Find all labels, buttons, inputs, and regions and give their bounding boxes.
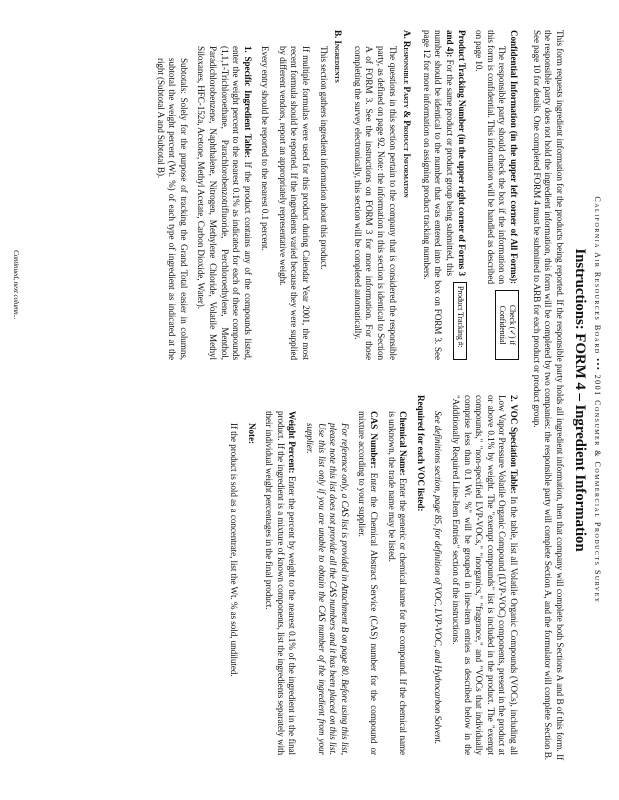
chemical-name-block [385,395,408,755]
chemical-name-heading: Chemical Name: [398,411,409,476]
item-1-heading: 1. Specific Ingredient Table: [242,46,253,158]
chemical-name-text: Enter the generic or chemical name for the compound. If the chemical name is unknown, the trade name may be listed. [386,411,409,756]
confidential-heading: Confidential Information (in the upper left corner of All Forms): [509,30,519,284]
confidential-text: The responsible party should check the box if the information on this form is confidential. This information will be handled as described on page 10. [474,30,508,284]
cas-number-text: Enter the Chemical Abstract Service (CAS) number for the compound or mixture according to your supplier. [357,411,380,755]
page-title: Instructions: FORM 4 – Ingredient Information [572,248,588,552]
right-column [222,395,519,755]
item-1-block [195,30,253,360]
subtotals-text: Subtotals: Solely for the purpose of tracking the Grand Total easier in columns, subtotal the weight percent (Wt. %) of each type of ingredient as indicated at the right (Subtotal A and Subtotal B). [155,58,189,360]
confidential-checkbox[interactable]: Check (✓) if Confidential [495,290,519,360]
item-2-definitions: See definitions section, page 85, for definition of VOC, LVP-VOC, and Hydrocarbon Solvent. [433,411,444,744]
item-1-text: If the product contains any of the compounds listed, enter the weight percent to the nearest 0.1% as indicated for each of these compounds (1,1,1-Trichloroethane, Parachlorobenzotrifluoride, Perchloroethylene, Menthol, Paradichlorobenzene, Naphthalene, Nitrogen, Methylene Chloride, Volatile Methyl Siloxanes, HFC-152a, Acetone, Methyl Acetate, Carbon Dioxide, Water). [196,46,253,360]
confidential-block [473,30,519,360]
weight-percent-text: Enter the percent by weight to the nearest 0.1% of the ingredient in the final product. If the ingredient is a mixture of known components, list the ingredients separately with their individual weight percentages in the final product. [264,411,298,756]
tracking-block [420,30,466,360]
cas-number-block [356,395,379,755]
required-heading: Required for each VOC listed: [415,395,426,512]
tracking-text: For the same product or product group being submitted, this number should be identical to the number that was entered into the box on FORM 3. See page 12 for more information on assigning product tracking numbers. [421,30,456,360]
cas-reference-text: For reference only, a CAS list is provided in Attachment B on page 80. Before using this list, please note this list does not provide all the CAS numbers and it has been placed on this list. Use this list only if you are unable to obtain the CAS number of the ingredient from your supplier. [305,423,350,755]
continued-note: Continued, next column... [12,250,20,320]
item-2-heading: 2. VOC Speciation Table: [509,395,519,494]
section-a-text: The questions in this section pertain to the company that is considered the responsible party, as defined on page 92. Note: the information in this section is identical to Section A of FORM 3. See the instructions on FORM 3 for more information. For those completing the survey electronically, this section will be completed automatically. [352,46,398,360]
tracking-number-box[interactable]: Product Tracking #: [453,282,467,360]
cas-number-heading: CAS Number: [369,411,380,469]
left-column [148,30,519,360]
page-header: California Air Resources Board ••• 2001 Consumer & Commercial Products Survey [593,196,602,604]
section-b-text-3: Every entry should be reported to the nearest 0.1 percent. [260,46,271,251]
section-b-text: This section gathers ingredient information about this product. [318,46,329,270]
section-b-title: B. Ingredients [333,30,344,83]
section-a-title: A. Responsible Party & Product Information [402,30,413,198]
weight-percent-heading: Weight Percent: [287,411,298,474]
section-b-text-2: If multiple formulas were used for this product during Calendar Year 2001, the most recent formula should be reported. If the ingredients varied because they were supplied by different vendors, report an appropriately representative weight. [277,46,312,360]
note-text: If the product is sold as a concentrate, list the Wt. % as sold, undiluted. [229,423,240,677]
intro-paragraph: This form requests ingredient information for the products being reported. If the responsible party holds all ingredient information, then that company will complete both Sections A and B of this form. If the responsible party does not hold the ingredient information, this form will be completed by two companies: the responsible party will complete Section A, and the formulator will complete Section B. See page 10 for details. One completed FORM 4 must be submitted to ARB for each product or product group. [531,30,565,760]
note-heading: Note: [246,423,257,444]
weight-percent-block [263,395,298,755]
item-2-block [449,395,519,755]
item-2-text: In the table, list all Volatile Organic Compounds (VOCs), including all Low Vapor Pressure Volatile Organic Compound (LVP-VOC) components, present in the product at or above 0.1% by weight. The "exempt compounds" list is included in the product. The "exempt compounds," "non-specified LVP-VOCs," "inorganics," "fragrance," and "VOCs that individually comprise less than 0.1 Wt. %" will be grouped in line-item entries as described below in the "Additionally Required Line-Item Entries" section of the instructions. [451,395,519,756]
tracking-heading: Product Tracking Number (in the upper right corner of Forms 3 and 4): [445,30,467,276]
